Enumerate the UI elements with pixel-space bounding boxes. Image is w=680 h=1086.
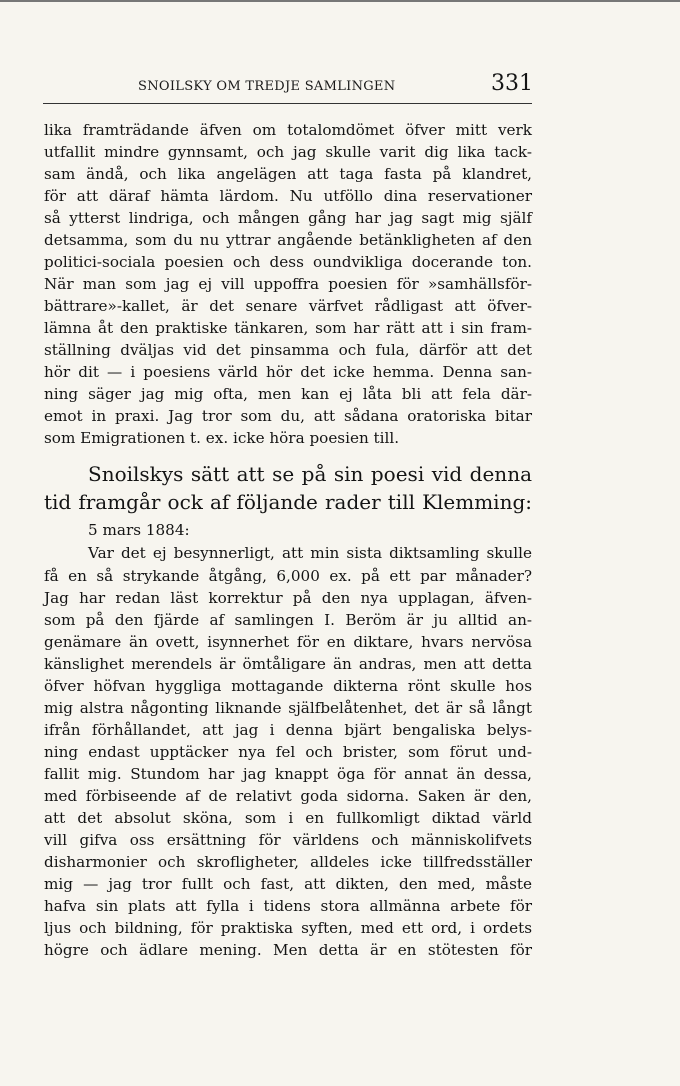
text-line: vill gifva oss ersättning för världens och människolifvets <box>44 831 532 849</box>
text-line: hör dit — i poesiens värld hör det icke hemma. Denna san- <box>44 363 532 381</box>
text-line: ljus och bildning, för praktiska syften, med ett ord, i ordets <box>44 919 532 937</box>
text-line: med förbiseende af de relativt goda sidorna. Saken är den, <box>44 787 532 805</box>
text-line: som på den fjärde af samlingen I. Beröm är ju alltid an- <box>44 611 532 629</box>
text-line: att det absolut sköna, som i en fullkomligt diktad värld <box>44 809 532 827</box>
text-line: ning endast upptäcker nya fel och brister, som förut und- <box>44 743 532 761</box>
text-line: ifrån förhållandet, att jag i denna bjärt bengaliska belys- <box>44 721 532 739</box>
text-line: lika framträdande äfven om totalomdömet öfver mitt verk <box>44 121 532 139</box>
heading-line: Snoilskys sätt att se på sin poesi vid denna <box>88 462 532 486</box>
text-line: När man som jag ej vill uppoffra poesien för »samhällsför- <box>44 275 532 293</box>
text-line: mig alstra någonting liknande själfbelåtenhet, det är så långt <box>44 699 532 717</box>
text-line: lämna åt den praktiske tänkaren, som har rätt att i sin fram- <box>44 319 532 337</box>
letter-date: 5 mars 1884: <box>88 521 190 539</box>
text-line: emot in praxi. Jag tror som du, att sådana oratoriska bitar <box>44 407 532 425</box>
text-line: disharmonier och skrofligheter, alldeles icke tillfredsställer <box>44 853 532 871</box>
text-line: ning säger jag mig ofta, men kan ej låta bli att fela där- <box>44 385 532 403</box>
text-line: mig — jag tror fullt och fast, att dikten, den med, måste <box>44 875 532 893</box>
header-rule <box>43 103 532 104</box>
text-line: ställning dväljas vid det pinsamma och fula, därför att det <box>44 341 532 359</box>
text-line: genämare än ovett, isynnerhet för en diktare, hvars nervösa <box>44 633 532 651</box>
text-line: politici-sociala poesien och dess oundvikliga docerande ton. <box>44 253 532 271</box>
text-line: bättrare»-kallet, är det senare värfvet rådligast att öfver- <box>44 297 532 315</box>
text-line: för att däraf hämta lärdom. Nu utföllo dina reservationer <box>44 187 532 205</box>
text-line: så ytterst lindriga, och mången gång har jag sagt mig själf <box>44 209 532 227</box>
text-line: Var det ej besynnerligt, att min sista diktsamling skulle <box>88 544 532 562</box>
text-line: öfver höfvan hyggliga mottagande dikterna rönt skulle hos <box>44 677 532 695</box>
text-line: utfallit mindre gynnsamt, och jag skulle varit dig lika tack- <box>44 143 532 161</box>
text-line: Jag har redan läst korrektur på den nya upplagan, äfven- <box>44 589 532 607</box>
text-line: detsamma, som du nu yttrar angående betänkligheten af den <box>44 231 532 249</box>
text-line: hafva sin plats att fylla i tidens stora allmänna arbete för <box>44 897 532 915</box>
text-line: högre och ädlare mening. Men detta är en stötesten för <box>44 941 532 959</box>
text-line: få en så strykande åtgång, 6,000 ex. på ett par månader? <box>44 567 532 585</box>
scan-edge-line <box>0 0 680 2</box>
page-number: 331 <box>491 71 533 96</box>
text-line: som Emigrationen t. ex. icke höra poesien till. <box>44 429 400 447</box>
text-line: känslighet merendels är ömtåligare än andras, men att detta <box>44 655 532 673</box>
text-line: sam ändå, och lika angelägen att taga fasta på klandret, <box>44 165 532 183</box>
heading-line: tid framgår ock af följande rader till Klemming: <box>44 490 532 514</box>
running-title: SNOILSKY OM TREDJE SAMLINGEN <box>138 79 396 94</box>
text-line: fallit mig. Stundom har jag knappt öga för annat än dessa, <box>44 765 532 783</box>
